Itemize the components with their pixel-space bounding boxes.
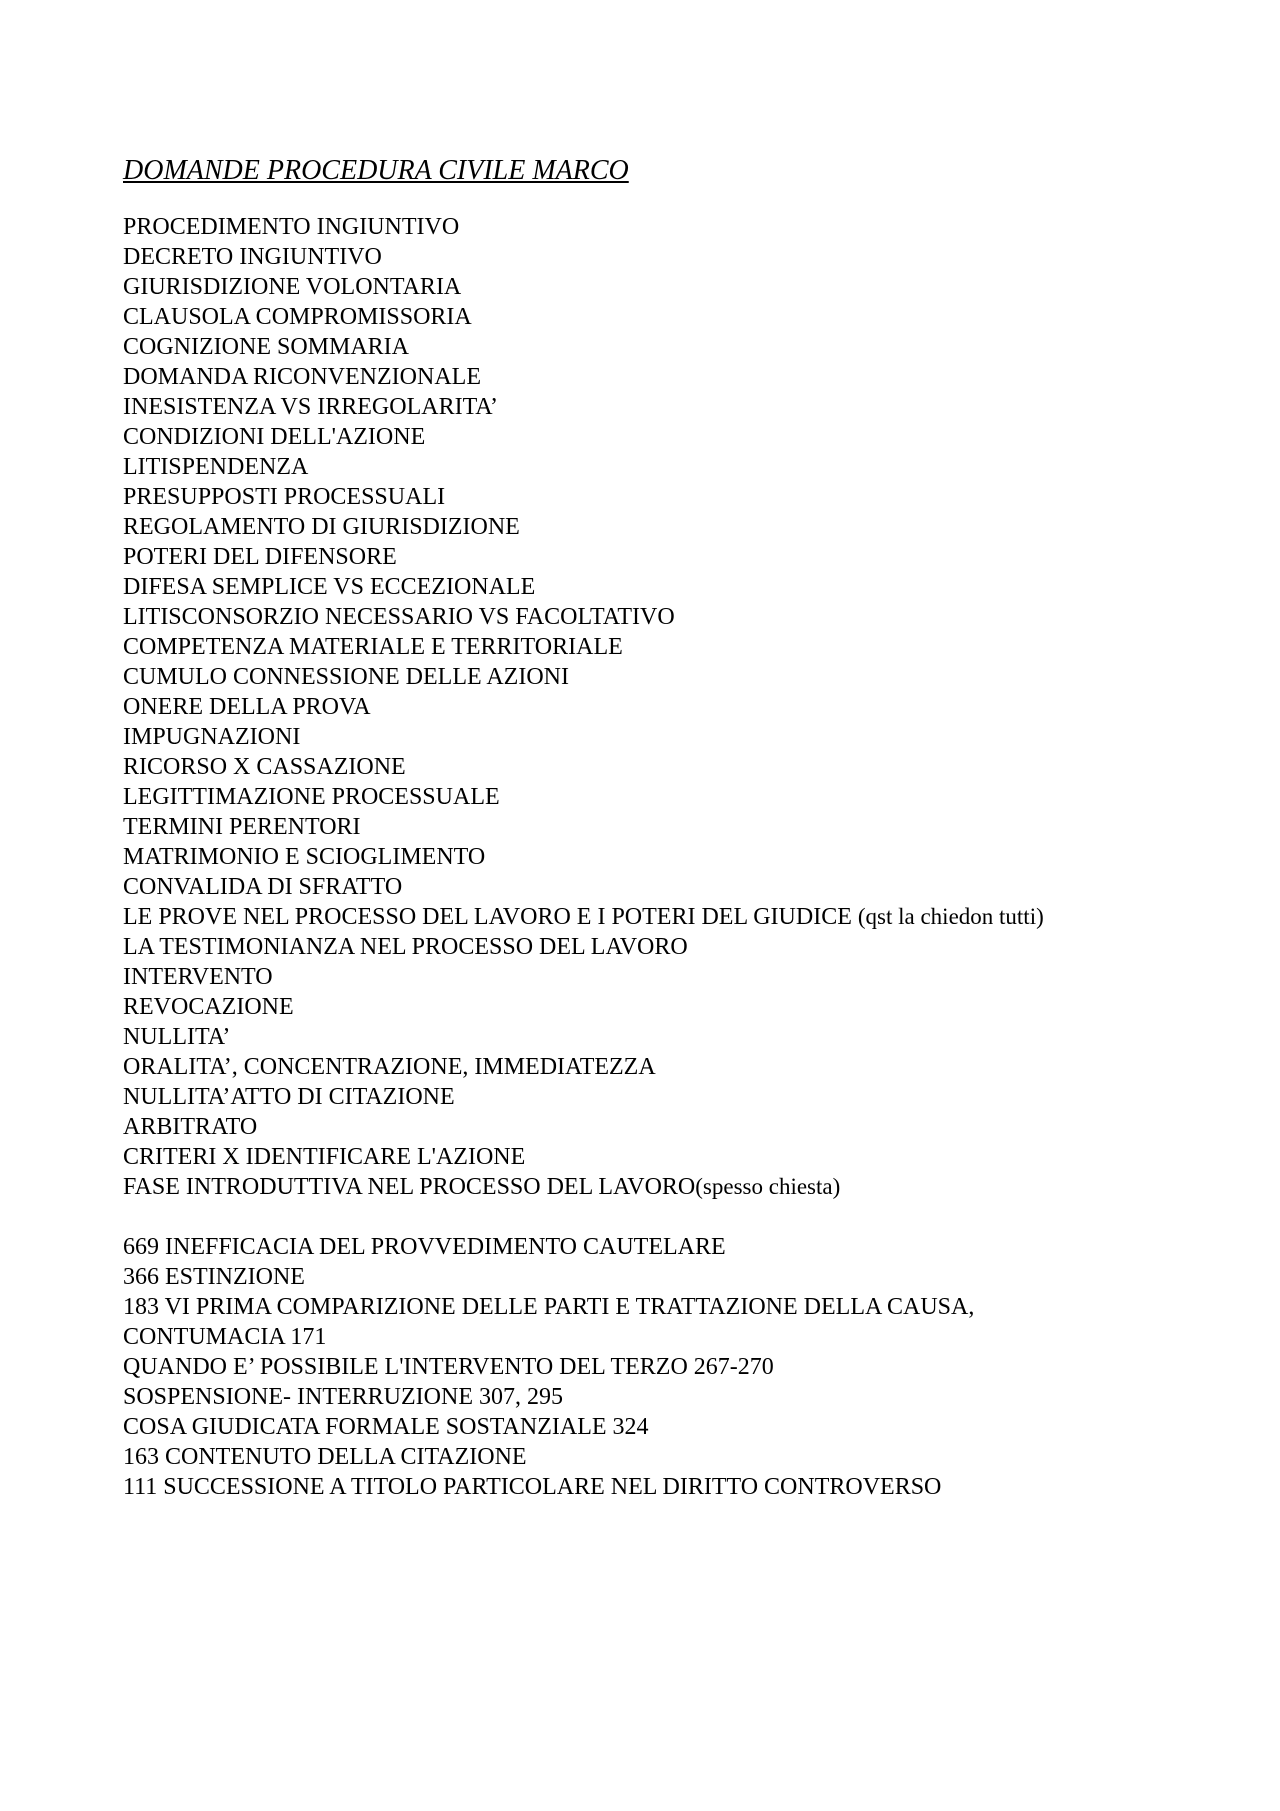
list-item-text: TERMINI PERENTORI: [123, 814, 361, 840]
list-item: [123, 1382, 1243, 1412]
list-item: [123, 362, 1243, 392]
list-item: [123, 1172, 1243, 1202]
list-item: [123, 1412, 1243, 1442]
list-item: [123, 572, 1243, 602]
list-item: [123, 512, 1243, 542]
list-item: [123, 812, 1243, 842]
list-item-text: CRITERI X IDENTIFICARE L'AZIONE: [123, 1144, 526, 1170]
document-content: [123, 150, 1243, 1502]
list-item-text: PROCEDIMENTO INGIUNTIVO: [123, 214, 460, 240]
list-item: [123, 272, 1243, 302]
list-item-text: LA TESTIMONIANZA NEL PROCESSO DEL LAVORO: [123, 934, 688, 960]
list-item: [123, 1352, 1243, 1382]
list-item-text: CUMULO CONNESSIONE DELLE AZIONI: [123, 664, 569, 690]
list-item: [123, 212, 1243, 242]
list-item: [123, 992, 1243, 1022]
list-item-text: COSA GIUDICATA FORMALE SOSTANZIALE 324: [123, 1414, 649, 1440]
list-item-text: 669 INEFFICACIA DEL PROVVEDIMENTO CAUTELARE: [123, 1234, 726, 1260]
document-title: DOMANDE PROCEDURA CIVILE MARCO: [123, 155, 629, 186]
list-item: [123, 932, 1243, 962]
list-item-text: INTERVENTO: [123, 964, 273, 990]
list-item: [123, 332, 1243, 362]
list-item: [123, 1292, 1243, 1322]
list-item-text: CONDIZIONI DELL'AZIONE: [123, 424, 426, 450]
list-item-text: IMPUGNAZIONI: [123, 724, 301, 750]
list-item-text: 183 VI PRIMA COMPARIZIONE DELLE PARTI E TRATTAZIONE DELLA CAUSA,: [123, 1294, 975, 1320]
list-item-text: LEGITTIMAZIONE PROCESSUALE: [123, 784, 500, 810]
list-item-note: (qst la chiedon tutti): [857, 904, 1044, 929]
list-item-text: QUANDO E’ POSSIBILE L'INTERVENTO DEL TERZO 267-270: [123, 1354, 774, 1380]
list-item: [123, 1052, 1243, 1082]
list-item-text: 163 CONTENUTO DELLA CITAZIONE: [123, 1444, 527, 1470]
list-item-text: DECRETO INGIUNTIVO: [123, 244, 382, 270]
list-item-note: (spesso chiesta): [695, 1174, 841, 1199]
list-item: [123, 602, 1243, 632]
list-item-text: NULLITA’ATTO DI CITAZIONE: [123, 1084, 455, 1110]
list-item-text: ORALITA’, CONCENTRAZIONE, IMMEDIATEZZA: [123, 1054, 656, 1080]
section-spacer: [123, 1202, 1243, 1232]
list-item-text: DOMANDA RICONVENZIONALE: [123, 364, 481, 390]
list-item-text: RICORSO X CASSAZIONE: [123, 754, 406, 780]
topic-list-primary: [123, 212, 1243, 1202]
list-item: [123, 422, 1243, 452]
list-item-text: CONVALIDA DI SFRATTO: [123, 874, 403, 900]
list-item: [123, 1142, 1243, 1172]
list-item-text: REVOCAZIONE: [123, 994, 294, 1020]
list-item-text: 366 ESTINZIONE: [123, 1264, 305, 1290]
list-item-text: REGOLAMENTO DI GIURISDIZIONE: [123, 514, 520, 540]
topic-list-articles: [123, 1232, 1243, 1502]
list-item: [123, 1082, 1243, 1112]
list-item-text: COGNIZIONE SOMMARIA: [123, 334, 409, 360]
list-item-text: MATRIMONIO E SCIOGLIMENTO: [123, 844, 486, 870]
list-item: [123, 302, 1243, 332]
list-item: [123, 1112, 1243, 1142]
list-item-text: CONTUMACIA 171: [123, 1324, 327, 1350]
list-item-text: CLAUSOLA COMPROMISSORIA: [123, 304, 472, 330]
list-item: [123, 722, 1243, 752]
list-item: [123, 962, 1243, 992]
list-item-text: SOSPENSIONE- INTERRUZIONE 307, 295: [123, 1384, 563, 1410]
list-item: [123, 1472, 1243, 1502]
list-item: [123, 1262, 1243, 1292]
list-item-text: ARBITRATO: [123, 1114, 258, 1140]
list-item: [123, 542, 1243, 572]
list-item-text: ONERE DELLA PROVA: [123, 694, 371, 720]
list-item: [123, 632, 1243, 662]
list-item: [123, 1322, 1243, 1352]
list-item-text: LITISCONSORZIO NECESSARIO VS FACOLTATIVO: [123, 604, 675, 630]
list-item-text: COMPETENZA MATERIALE E TERRITORIALE: [123, 634, 623, 660]
list-item-text: DIFESA SEMPLICE VS ECCEZIONALE: [123, 574, 536, 600]
list-item: [123, 242, 1243, 272]
list-item: [123, 1232, 1243, 1262]
list-item-text: FASE INTRODUTTIVA NEL PROCESSO DEL LAVORO: [123, 1174, 696, 1200]
list-item: [123, 902, 1243, 932]
list-item: [123, 392, 1243, 422]
list-item-text: POTERI DEL DIFENSORE: [123, 544, 397, 570]
list-item-text: 111 SUCCESSIONE A TITOLO PARTICOLARE NEL DIRITTO CONTROVERSO: [123, 1474, 942, 1500]
list-item-text: LE PROVE NEL PROCESSO DEL LAVORO E I POTERI DEL GIUDICE: [123, 904, 858, 930]
list-item: [123, 692, 1243, 722]
list-item-text: GIURISDIZIONE VOLONTARIA: [123, 274, 462, 300]
list-item: [123, 782, 1243, 812]
list-item: [123, 872, 1243, 902]
list-item-text: LITISPENDENZA: [123, 454, 309, 480]
list-item-text: INESISTENZA VS IRREGOLARITA’: [123, 394, 498, 420]
list-item-text: NULLITA’: [123, 1024, 231, 1050]
list-item: [123, 842, 1243, 872]
list-item-text: PRESUPPOSTI PROCESSUALI: [123, 484, 446, 510]
list-item: [123, 752, 1243, 782]
list-item: [123, 1022, 1243, 1052]
list-item: [123, 662, 1243, 692]
list-item: [123, 482, 1243, 512]
list-item: [123, 452, 1243, 482]
list-item: [123, 1442, 1243, 1472]
